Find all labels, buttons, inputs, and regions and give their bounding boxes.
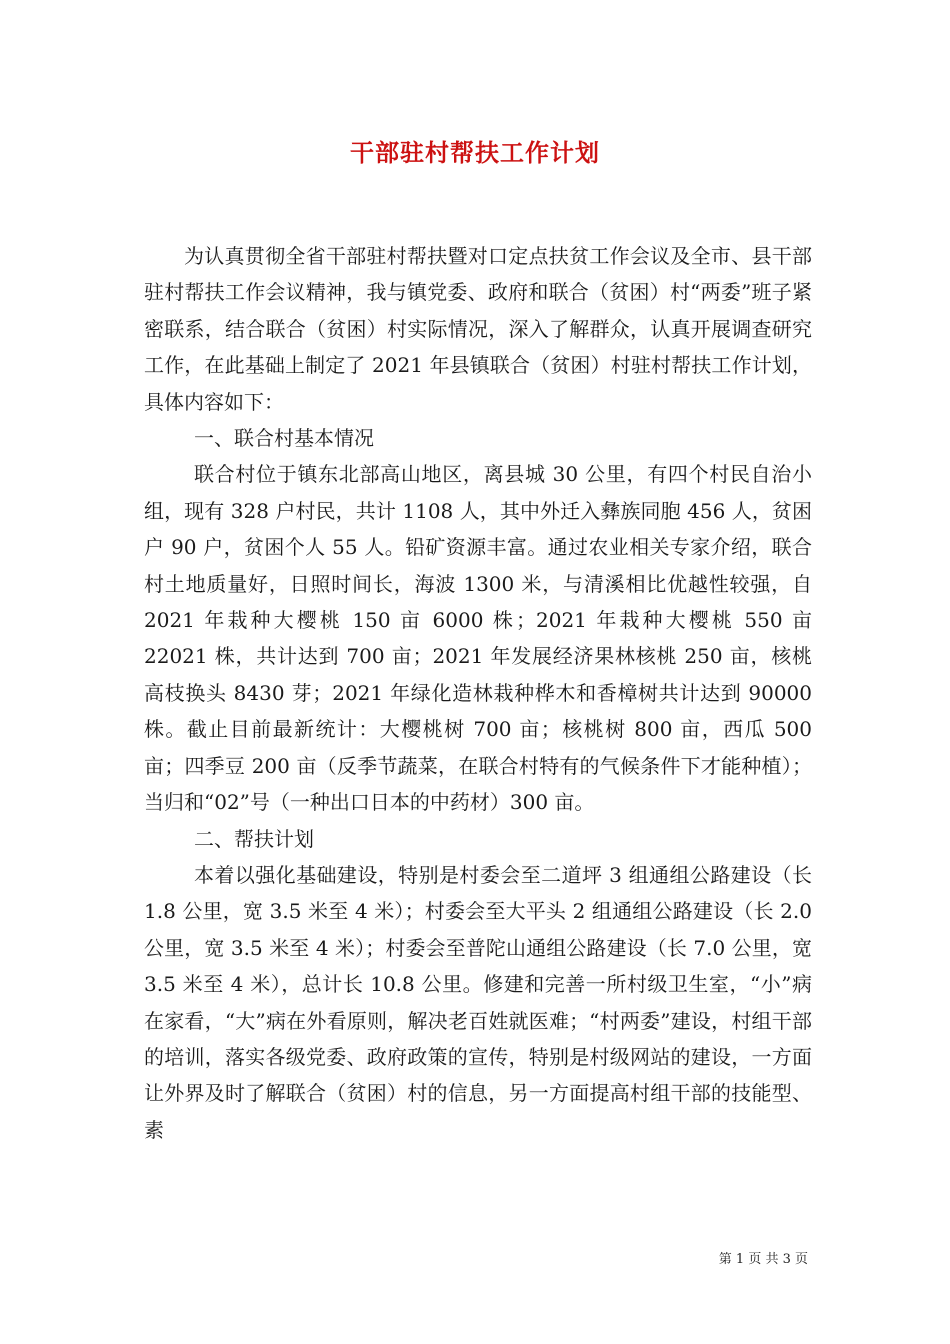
plan-paragraph: 本着以强化基础建设，特别是村委会至二道坪 3 组通组公路建设（长 1.8 公里，宽 3.5 米至 4 米）；村委会至大平头 2 组通组公路建设（长 2.0 公里，宽 3.5 米至 4 米）；村委会至普陀山通组公路建设（长 7.0 公里，宽 3.5 米至 4 米），总计长 10.8 公里。修建和完善一所村级卫生室，“小”病在家看，“大”病在外看原则，解决老百姓就医难；“村两委”建设，村组干部的培训，落实各级党委、政府政策的宣传，特别是村级网站的建设，一方面让外界及时了解联合（贫困）村的信息，另一方面提高村组干部的技能型、素 — [144, 862, 812, 1142]
basic-info-paragraph: 联合村位于镇东北部高山地区，离县城 30 公里，有四个村民自治小组，现有 328 户村民，共计 1108 人，其中外迁入彝族同胞 456 人，贫困户 90 户，贫困个人 55 人。铅矿资源丰富。通过农业相关专家介绍，联合村土地质量好，日照时间长，海波 1300 米，与清溪相比优越性较强，自 2021 年栽种大樱桃 150 亩 6000 株；2021 年栽种大樱桃 550 亩 22021 株，共计达到 700 亩；2021 年发展经济果林核桃 250 亩，核桃高枝换头 8430 芽；2021 年绿化造林栽种桦木和香樟树共计达到 90000 株。截止目前最新统计：大樱桃树 700 亩；核桃树 800 亩，西瓜 500 亩；四季豆 200 亩（反季节蔬菜，在联合村特有的气候条件下才能种植）；当归和“02”号（一种出口日本的中药材）300 亩。 — [144, 462, 812, 815]
section-heading-plan: 二、帮扶计划 — [194, 826, 314, 851]
document-title: 干部驻村帮扶工作计划 — [350, 138, 600, 167]
section-heading-basic-info: 一、联合村基本情况 — [194, 426, 374, 451]
page-number: 第 1 页 共 3 页 — [718, 1252, 808, 1267]
intro-paragraph: 为认真贯彻全省干部驻村帮扶暨对口定点扶贫工作会议及全市、县干部驻村帮扶工作会议精神，我与镇党委、政府和联合（贫困）村“两委”班子紧密联系，结合联合（贫困）村实际情况，深入了解群众，认真开展调查研究工作，在此基础上制定了 2021 年县镇联合（贫困）村驻村帮扶工作计划，具体内容如下： — [144, 244, 812, 414]
document-body — [144, 238, 812, 1148]
